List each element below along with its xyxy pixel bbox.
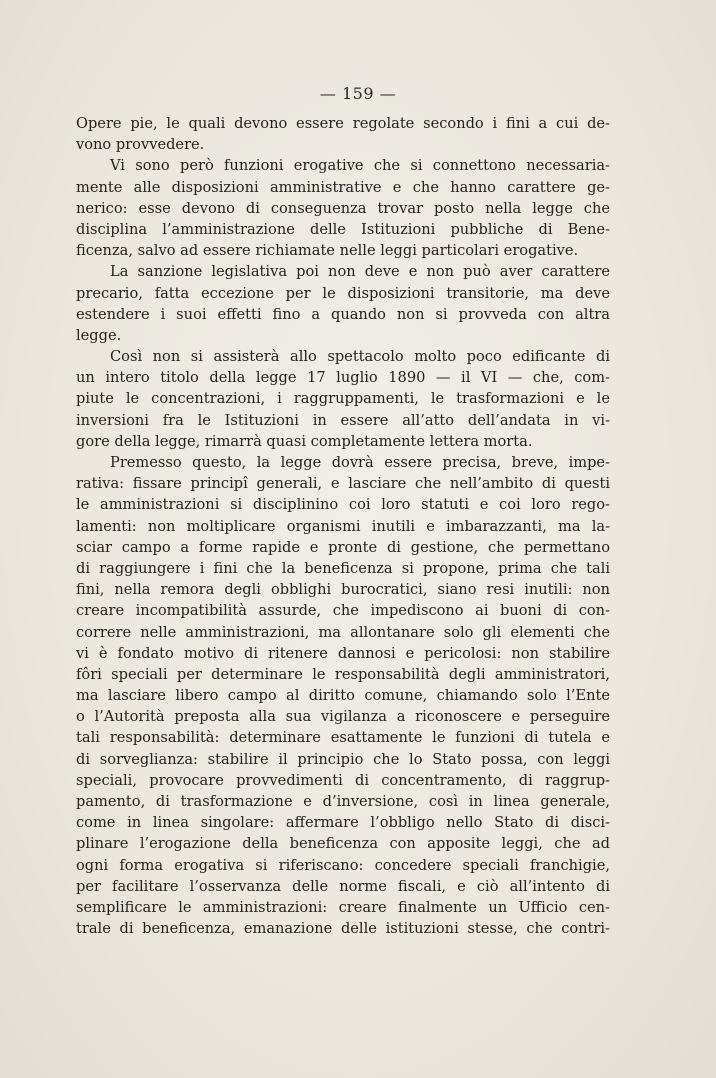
text-line: creare incompatibilità assurde, che impediscono ai buoni di con- [76, 602, 610, 620]
text-line: La sanzione legislativa poi non deve e non può aver carattere [110, 263, 610, 281]
text-line: ma lasciare libero campo al diritto comune, chiamando solo l’Ente [76, 687, 610, 705]
page-number: — 159 — [319, 84, 397, 103]
text-line: fôri speciali per determinare le responsabilità degli amministratori, [76, 665, 610, 683]
text-line: legge. [76, 326, 122, 344]
text-line: un intero titolo della legge 17 luglio 1890 — il VI — che, com- [76, 369, 610, 387]
text-line: o l’Autorità preposta alla sua vigilanza a riconoscere e perseguire [76, 708, 610, 726]
text-line: fini, nella remora degli obblighi burocratici, siano resi inutili: non [76, 581, 610, 599]
text-line: nerico: esse devono di conseguenza trovar posto nella legge che [76, 199, 610, 217]
text-line: gore della legge, rimarrà quasi completamente lettera morta. [76, 432, 533, 450]
text-line: pamento, di trasformazione e d’inversione, così in linea generale, [76, 793, 610, 810]
text-line: semplificare le amministrazioni: creare finalmente un Ufficio cen- [76, 898, 610, 916]
text-line: tali responsabilità: determinare esattamente le funzioni di tutela e [76, 729, 610, 747]
text-line: di raggiungere i fini che la beneficenza si propone, prima che tali [76, 559, 610, 577]
text-line: correre nelle amministrazioni, ma allontanare solo gli elementi che [76, 623, 610, 641]
text-line: ficenza, salvo ad essere richiamate nelle leggi particolari erogative. [76, 242, 579, 260]
text-line: Premesso questo, la legge dovrà essere precisa, breve, impe- [110, 454, 610, 471]
text-line: Così non si assisterà allo spettacolo molto poco edificante di [110, 348, 610, 366]
text-line: mente alle disposizioni amministrative e che hanno carattere ge- [76, 178, 610, 196]
text-line: vono provvedere. [76, 136, 205, 154]
text-line: estendere i suoi effetti fino a quando non si provveda con altra [76, 305, 610, 323]
text-line: di sorveglianza: stabilire il principio che lo Stato possa, con leggi [76, 750, 610, 768]
text-line: ogni forma erogativa si riferiscano: concedere speciali franchigie, [76, 856, 610, 874]
body-text [76, 113, 610, 939]
text-line: speciali, provocare provvedimenti di concentramento, di raggrup- [76, 771, 610, 789]
text-line: Opere pie, le quali devono essere regolate secondo i fini a cui de- [76, 115, 610, 132]
text-line: inversioni fra le Istituzioni in essere all’atto dell’andata in vi- [76, 411, 610, 429]
text-line: lamenti: non moltiplicare organismi inutili e imbarazzanti, ma la- [76, 517, 610, 535]
text-line: disciplina l’amministrazione delle Istituzioni pubbliche di Bene- [76, 220, 610, 238]
text-line: plinare l’erogazione della beneficenza con apposite leggi, che ad [76, 835, 610, 853]
text-line: Vi sono però funzioni erogative che si connettono necessaria- [110, 157, 610, 175]
text-line: piute le concentrazioni, i raggruppamenti, le trasformazioni e le [76, 390, 610, 408]
text-line: come in linea singolare: affermare l’obbligo nello Stato di disci- [76, 814, 610, 832]
text-line: le amministrazioni si disciplinino coi loro statuti e coi loro rego- [76, 496, 610, 514]
text-line: precario, fatta eccezione per le disposizioni transitorie, ma deve [76, 284, 610, 302]
text-line: vi è fondato motivo di ritenere dannosi e pericolosi: non stabilire [76, 644, 610, 662]
text-line: per facilitare l’osservanza delle norme fiscali, e ciò all’intento di [76, 877, 610, 895]
text-line: trale di beneficenza, emanazione delle istituzioni stesse, che contri- [76, 920, 610, 938]
text-line: rativa: fissare principî generali, e lasciare che nell’ambito di questi [76, 475, 610, 493]
text-line: sciar campo a forme rapide e pronte di gestione, che permettano [76, 538, 610, 556]
